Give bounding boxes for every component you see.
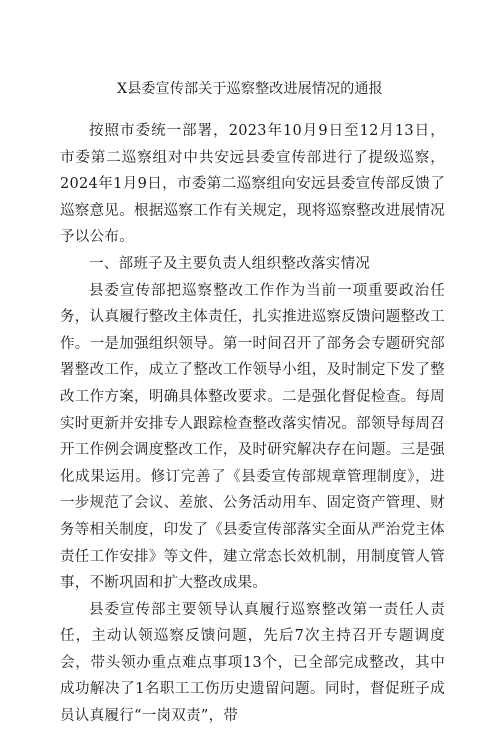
section-heading: 一、部班子及主要负责人组织整改落实情况 — [89, 255, 371, 272]
document-body — [60, 118, 445, 730]
paragraph-intro: 按照市委统一部署，2023年10月9日至12月13日，市委第二巡察组对中共安远县委宣传部进行了提级巡察，2024年1月9日，市委第二巡察组向安远县委宣传部反馈了巡察意见。根据巡察工作有关规定，现将巡察整改进展情况予以公布。 — [60, 123, 445, 246]
document-title: X县委宣传部关于巡察整改进展情况的通报 — [117, 81, 383, 97]
paragraph-leader-responsibility: 县委宣传部主要领导认真履行巡察整改第一责任人责任，主动认领巡察反馈问题，先后7次主持召开专题调度会，带头领办重点难点事项13个，已全部完成整改，其中成功解决了1名职工工伤历史遗留问题。同时，督促班子成员认真履行“一岗双责”，带 — [60, 601, 445, 725]
paragraph-rectification-work: 县委宣传部把巡察整改工作作为当前一项重要政治任务，认真履行整改主体责任，扎实推进巡察反馈问题整改工作。一是加强组织领导。第一时间召开了部务会专题研究部署整改工作，成立了整改工作领导小组，及时制定下发了整改工作方案，明确具体整改要求。二是强化督促检查。每周实时更新并安排专人跟踪检查整改落实情况。部领导每周召开工作例会调度整改工作，及时研究解决存在问题。三是强化成果运用。修订完善了《县委宣传部规章管理制度》，进一步规范了会议、差旅、公务活动用车、固定资产管理、财务等相关制度，印发了《县委宣传部落实全面从严治党主体责任工作安排》等文件，建立常态长效机制，用制度管人管事，不断巩固和扩大整改成果。 — [60, 282, 445, 592]
